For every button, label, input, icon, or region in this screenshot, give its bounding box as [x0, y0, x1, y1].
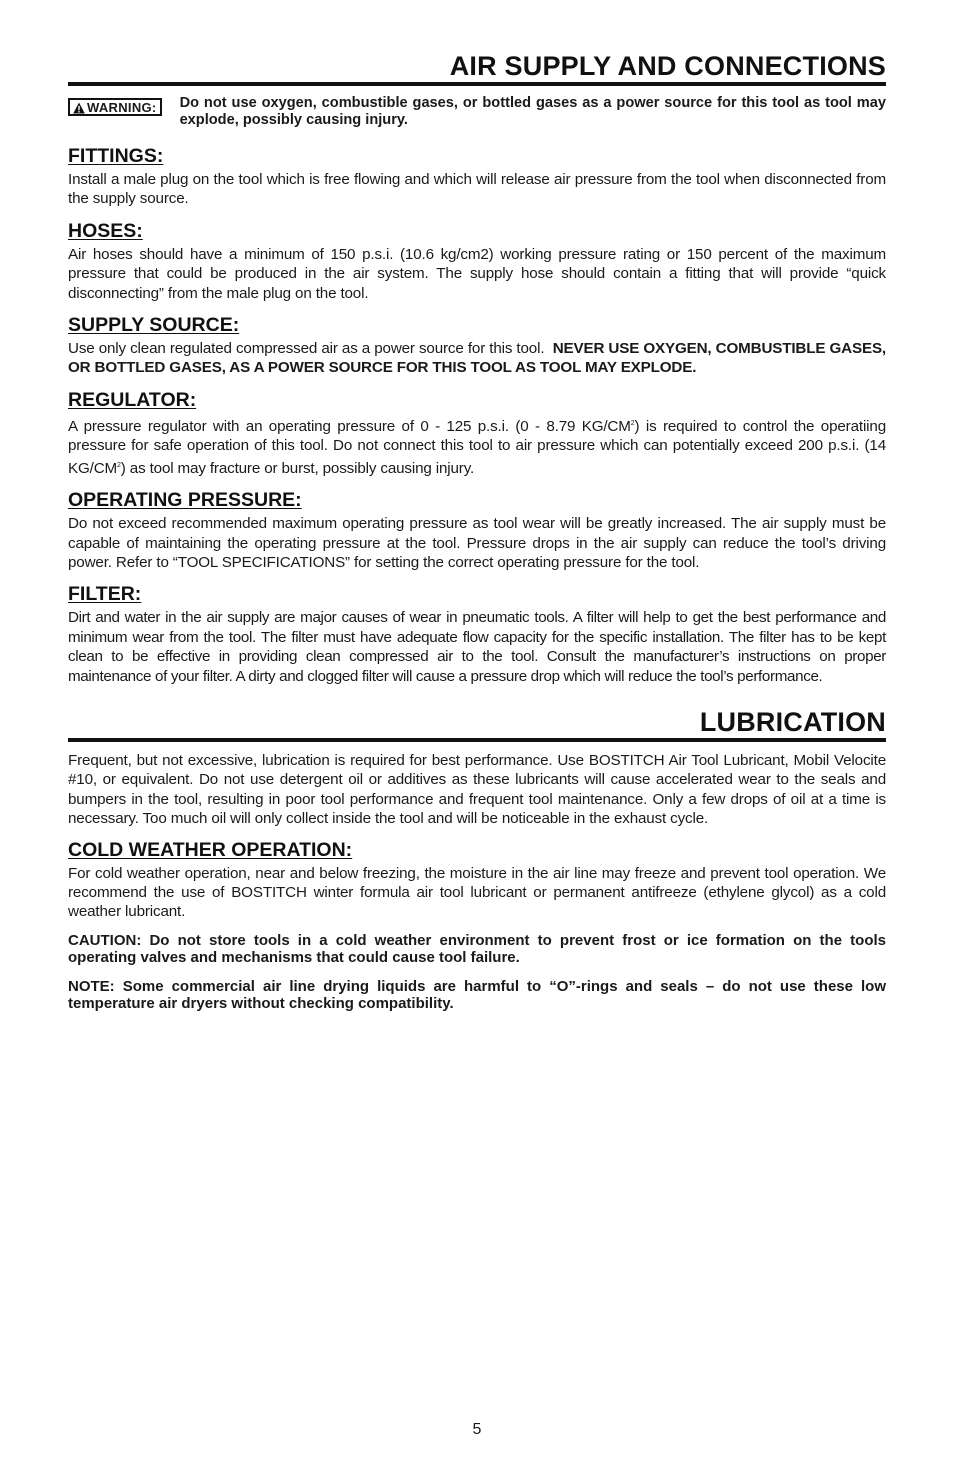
regulator-text-1: A pressure regulator with an operating pressure of 0 - 125 p.s.i. (0 - 8.79 KG/CM — [68, 417, 631, 435]
warning-label: WARNING: — [87, 99, 157, 115]
heading-supply-source: SUPPLY SOURCE: — [68, 314, 240, 337]
text-hoses: Air hoses should have a minimum of 150 p.s.i. (10.6 kg/cm2) working pressure rating or 150 percent of the maximum pressure that could be produced in the air system. The supply hose should contain a fitting that will provide “quick disconnecting” from the male plug on the tool. — [68, 245, 886, 302]
caution-text: CAUTION: Do not store tools in a cold weather environment to prevent frost or ice formation on the tools operating valves and mechanisms that could cause tool failure. — [68, 931, 886, 966]
text-lubrication: Frequent, but not excessive, lubrication is required for best performance. Use BOSTITCH Air Tool Lubricant, Mobil Velocite #10, or equivalent. Do not use detergent oil or additives as these lubricants will cause accelerated wear to the seals and bumpers in the tool, resulting in poor tool performance and frequent tool maintenance. Only a few drops of oil at a time is necessary. Too much oil will only collect inside the tool and will be noticeable in the exhaust cycle. — [68, 752, 886, 828]
section-title-air-supply: AIR SUPPLY AND CONNECTIONS — [449, 51, 886, 81]
text-supply-source — [68, 339, 886, 378]
regulator-text-3: ) as tool may fracture or burst, possibly causing injury. — [120, 459, 475, 477]
text-fittings: Install a male plug on the tool which is free flowing and which will release air pressure from the tool when disconnected from the supply source. — [68, 171, 886, 208]
heading-hoses: HOSES: — [68, 219, 143, 242]
text-cold-weather: For cold weather operation, near and below freezing, the moisture in the air line may freeze and prevent tool operation. We recommend the use of BOSTITCH winter formula air tool lubricant or permanent antifreeze (ethylene glycol) as a cold weather lubricant. — [68, 864, 886, 921]
text-filter: Dirt and water in the air supply are major causes of wear in pneumatic tools. A filter will help to get the best performance and minimum wear from the tool. The filter must have adequate flow capacity for the specific installation. The filter has to be kept clean to be effective in providing clean compressed air to the tool. Consult the manufacturer’s instructions on proper maintenance of your filter. A dirty and clogged filter will cause a pressure drop which will reduce the tool’s performance. — [68, 609, 886, 685]
heading-filter: FILTER: — [68, 583, 142, 606]
text-operating-pressure: Do not exceed recommended maximum operating pressure as tool wear will be greatly increased. The air supply must be capable of maintaining the operating pressure at the tool. Pressure drops in the air supply can reduce the tool’s driving power. Refer to “TOOL SPECIFICATIONS” for setting the correct operating pressure for the tool. — [68, 515, 886, 571]
section-rule-lubrication — [68, 738, 886, 742]
section-title-lubrication: LUBRICATION — [699, 707, 886, 738]
heading-fittings: FITTINGS: — [68, 145, 164, 167]
manual-page — [68, 0, 886, 1012]
section-rule — [68, 82, 886, 86]
supply-source-text: Use only clean regulated compressed air as a power source for this tool. — [68, 340, 545, 358]
warning-text: Do not use oxygen, combustible gases, or bottled gases as a power source for this tool as tool may explode, possibly causing injury. — [179, 95, 886, 128]
regulator-sup-1: 2 — [630, 419, 635, 427]
heading-operating-pressure: OPERATING PRESSURE: — [68, 489, 302, 512]
heading-cold-weather: COLD WEATHER OPERATION: — [68, 838, 353, 861]
warning-notice — [68, 95, 886, 129]
note-text: NOTE: Some commercial air line drying liquids are harmful to “O”-rings and seals – do not use these low temperature air dryers without checking compatibility. — [68, 977, 886, 1012]
warning-triangle-icon — [73, 102, 85, 114]
regulator-sup-2: 2 — [117, 461, 121, 469]
page-number: 5 — [472, 1421, 482, 1438]
text-regulator — [68, 414, 886, 478]
supply-source-bold-text: NEVER USE OXYGEN, COMBUSTIBLE GASES, OR BOTTLED GASES, AS A POWER SOURCE FOR THIS TOOL AS TOOL MAY EXPLODE. — [68, 340, 886, 377]
warning-badge — [68, 98, 162, 116]
heading-regulator: REGULATOR: — [68, 388, 197, 411]
regulator-text-2: ) is required to control the operatiing pressure for safe operation of this tool. Do not connect this tool to air pressure which can potentially exceed 200 p.s.i. (14 KG/CM — [68, 417, 886, 477]
